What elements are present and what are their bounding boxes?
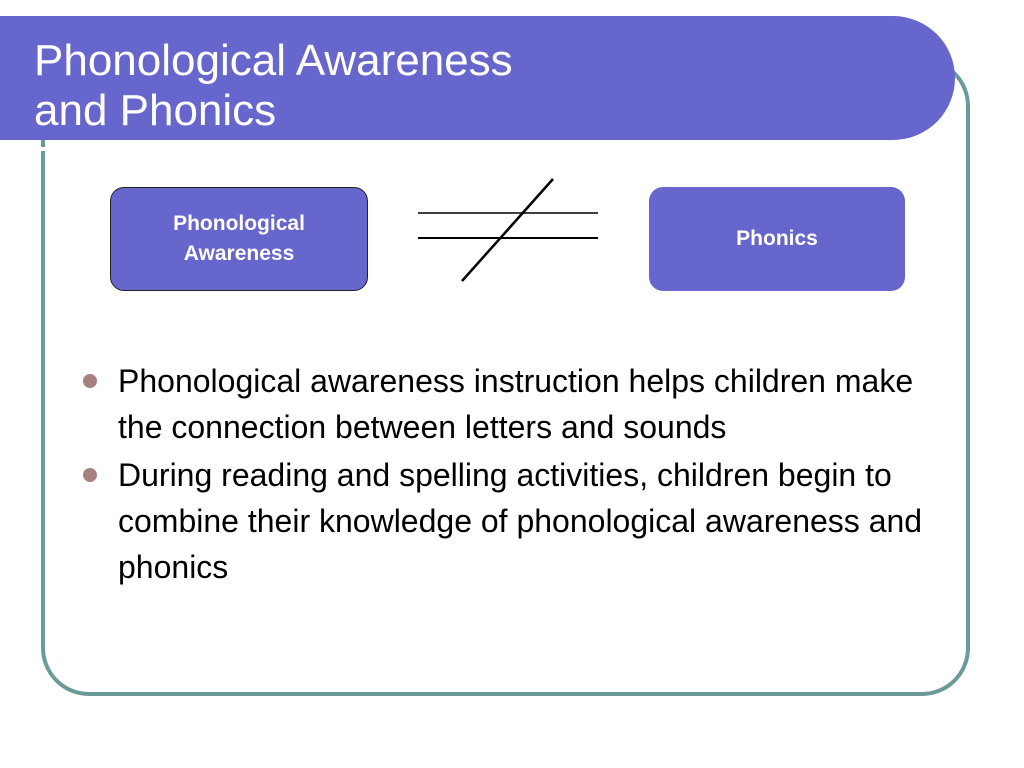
bullet-dot-icon bbox=[83, 374, 97, 388]
slide-title-line-1: Phonological Awareness bbox=[34, 36, 513, 85]
bullet-text: During reading and spelling activities, children begin to combine their knowledge of phonological awareness and phonics bbox=[118, 457, 923, 585]
title-banner bbox=[0, 16, 955, 140]
phonological-awareness-box bbox=[110, 187, 368, 291]
slide-title bbox=[34, 36, 513, 136]
bullet-list bbox=[83, 358, 943, 592]
not-equal-icon bbox=[410, 172, 610, 287]
phonics-box bbox=[649, 187, 905, 291]
bullet-text: Phonological awareness instruction helps children make the connection between letters and sounds bbox=[118, 363, 914, 445]
bullet-dot-icon bbox=[83, 468, 97, 482]
title-underline bbox=[0, 147, 906, 151]
slide-title-line-2: and Phonics bbox=[34, 86, 277, 135]
right-box-label: Phonics bbox=[736, 227, 818, 250]
not-equal-slash bbox=[462, 179, 553, 281]
left-box-label-line-1: Phonological bbox=[173, 212, 305, 235]
bullet-item bbox=[83, 358, 943, 450]
bullet-item bbox=[83, 452, 943, 590]
left-box-label-line-2: Awareness bbox=[183, 242, 295, 265]
